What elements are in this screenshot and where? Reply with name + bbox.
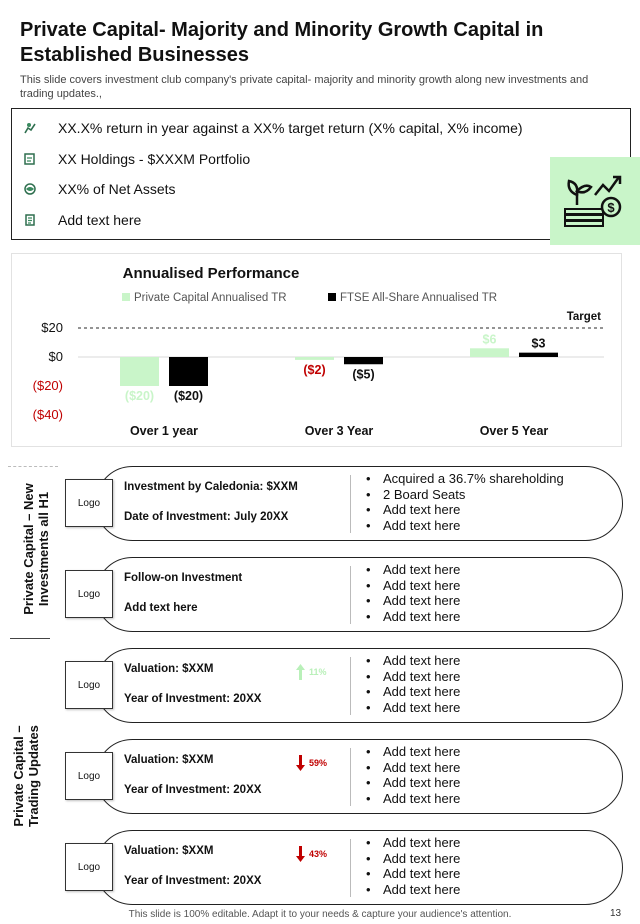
y-tick-label: $0 bbox=[48, 349, 63, 364]
company-logo-placeholder: Logo bbox=[65, 843, 113, 891]
x-category-label: Over 5 Year bbox=[479, 424, 549, 438]
company-logo-placeholder: Logo bbox=[65, 479, 113, 527]
bullet-item: • Add text here bbox=[364, 744, 460, 760]
card-title: Follow-on Investment bbox=[124, 572, 243, 584]
card-title: Valuation: $XXM bbox=[124, 754, 214, 766]
bullet-item: • Add text here bbox=[364, 609, 460, 625]
trend-value: 59% bbox=[309, 758, 328, 768]
trend-indicator bbox=[296, 846, 327, 862]
data-label: ($5) bbox=[352, 367, 375, 382]
trend-indicator bbox=[296, 755, 327, 771]
arrow-up-icon bbox=[296, 664, 305, 680]
bullet-item: • Add text here bbox=[364, 835, 460, 851]
growth-money-illustration bbox=[550, 157, 640, 245]
document-icon bbox=[22, 212, 38, 228]
page-number: 13 bbox=[610, 908, 622, 919]
card-bullet-list bbox=[364, 835, 460, 897]
card-divider bbox=[350, 657, 351, 715]
card-subtitle: Add text here bbox=[124, 602, 198, 614]
bullet-item: • Add text here bbox=[364, 851, 460, 867]
page-subtitle: This slide covers investment club company's private capital- majority and minority growth along new investments and trading updates., bbox=[20, 74, 589, 100]
annualised-performance-chart bbox=[11, 253, 622, 447]
money-plant-icon bbox=[563, 169, 627, 233]
bullet-item: • Add text here bbox=[364, 791, 460, 807]
legend-swatch bbox=[122, 293, 130, 301]
trend-value: 11% bbox=[309, 667, 327, 677]
page-title: Private Capital- Majority and Minority Growth Capital in Established Businesses bbox=[20, 19, 544, 66]
investment-card bbox=[95, 557, 623, 632]
trend-indicator bbox=[296, 664, 327, 680]
data-label: ($20) bbox=[173, 389, 204, 403]
bullet-item: • Add text here bbox=[364, 882, 460, 898]
data-label: $3 bbox=[531, 336, 546, 351]
bullet-item: • Add text here bbox=[364, 502, 564, 518]
highlight-item: Add text here bbox=[22, 209, 141, 231]
card-title: Valuation: $XXM bbox=[124, 663, 214, 675]
bar bbox=[120, 357, 159, 386]
bar bbox=[519, 353, 558, 357]
chart-svg bbox=[12, 254, 623, 448]
portfolio-icon bbox=[22, 151, 38, 167]
y-tick-label: ($40) bbox=[32, 407, 63, 422]
card-divider bbox=[350, 475, 351, 533]
x-category-label: Over 3 Year bbox=[304, 424, 374, 438]
data-label: $6 bbox=[482, 332, 497, 347]
section-label-trading-updates: Private Capital – Trading Updates bbox=[11, 725, 41, 827]
legend-label: FTSE All-Share Annualised TR bbox=[340, 292, 498, 304]
company-logo-placeholder: Logo bbox=[65, 752, 113, 800]
highlight-item: XX.X% return in year against a XX% target return (X% capital, X% income) bbox=[22, 117, 523, 139]
bullet-item: • 2 Board Seats bbox=[364, 487, 564, 503]
bar bbox=[470, 348, 509, 357]
bullet-item: • Add text here bbox=[364, 760, 460, 776]
investment-growth-icon bbox=[22, 120, 38, 136]
bullet-item: • Add text here bbox=[364, 562, 460, 578]
card-subtitle: Year of Investment: 20XX bbox=[124, 875, 262, 887]
company-logo-placeholder: Logo bbox=[65, 570, 113, 618]
globe-assets-icon bbox=[22, 181, 38, 197]
bullet-item: • Add text here bbox=[364, 700, 460, 716]
card-bullet-list bbox=[364, 471, 564, 533]
card-bullet-list bbox=[364, 562, 460, 624]
bullet-item: • Add text here bbox=[364, 518, 564, 534]
data-label: ($2) bbox=[303, 362, 326, 377]
section-label-new-investments: Private Capital – New Investments all H1 bbox=[21, 483, 51, 615]
card-title: Investment by Caledonia: $XXM bbox=[124, 481, 298, 493]
bullet-item: • Add text here bbox=[364, 593, 460, 609]
footer-note: This slide is 100% editable. Adapt it to your needs & capture your audience's attention. bbox=[128, 909, 512, 920]
card-title: Valuation: $XXM bbox=[124, 845, 214, 857]
bar bbox=[344, 357, 383, 364]
bullet-item: • Add text here bbox=[364, 669, 460, 685]
investment-card bbox=[95, 466, 623, 541]
card-divider bbox=[350, 748, 351, 806]
trend-value: 43% bbox=[309, 849, 328, 859]
bullet-item: • Add text here bbox=[364, 866, 460, 882]
y-tick-label: $20 bbox=[41, 320, 63, 335]
card-divider bbox=[350, 839, 351, 897]
arrow-down-icon bbox=[296, 755, 305, 771]
bullet-item: • Add text here bbox=[364, 653, 460, 669]
investment-card bbox=[95, 739, 623, 814]
highlight-item: XX% of Net Assets bbox=[22, 178, 176, 200]
section-divider bbox=[10, 638, 50, 639]
legend-swatch bbox=[328, 293, 336, 301]
card-bullet-list bbox=[364, 744, 460, 806]
investment-card bbox=[95, 648, 623, 723]
card-bullet-list bbox=[364, 653, 460, 715]
bullet-item: • Add text here bbox=[364, 578, 460, 594]
bar bbox=[295, 357, 334, 360]
arrow-down-icon bbox=[296, 846, 305, 862]
card-subtitle: Date of Investment: July 20XX bbox=[124, 511, 289, 523]
highlight-item: XX Holdings - $XXXM Portfolio bbox=[22, 148, 250, 170]
svg-text:$: $ bbox=[607, 200, 615, 215]
card-subtitle: Year of Investment: 20XX bbox=[124, 784, 262, 796]
y-tick-label: ($20) bbox=[32, 378, 63, 393]
x-category-label: Over 1 year bbox=[129, 424, 199, 438]
bar bbox=[169, 357, 208, 386]
bullet-item: • Acquired a 36.7% shareholding bbox=[364, 471, 564, 487]
legend-label: Private Capital Annualised TR bbox=[134, 292, 287, 304]
investment-card bbox=[95, 830, 623, 905]
data-label: ($20) bbox=[124, 389, 155, 403]
card-divider bbox=[350, 566, 351, 624]
highlights-box bbox=[11, 108, 631, 240]
chart-title: Annualised Performance bbox=[122, 265, 300, 282]
card-subtitle: Year of Investment: 20XX bbox=[124, 693, 262, 705]
target-label: Target bbox=[566, 311, 601, 323]
bullet-item: • Add text here bbox=[364, 775, 460, 791]
company-logo-placeholder: Logo bbox=[65, 661, 113, 709]
bullet-item: • Add text here bbox=[364, 684, 460, 700]
